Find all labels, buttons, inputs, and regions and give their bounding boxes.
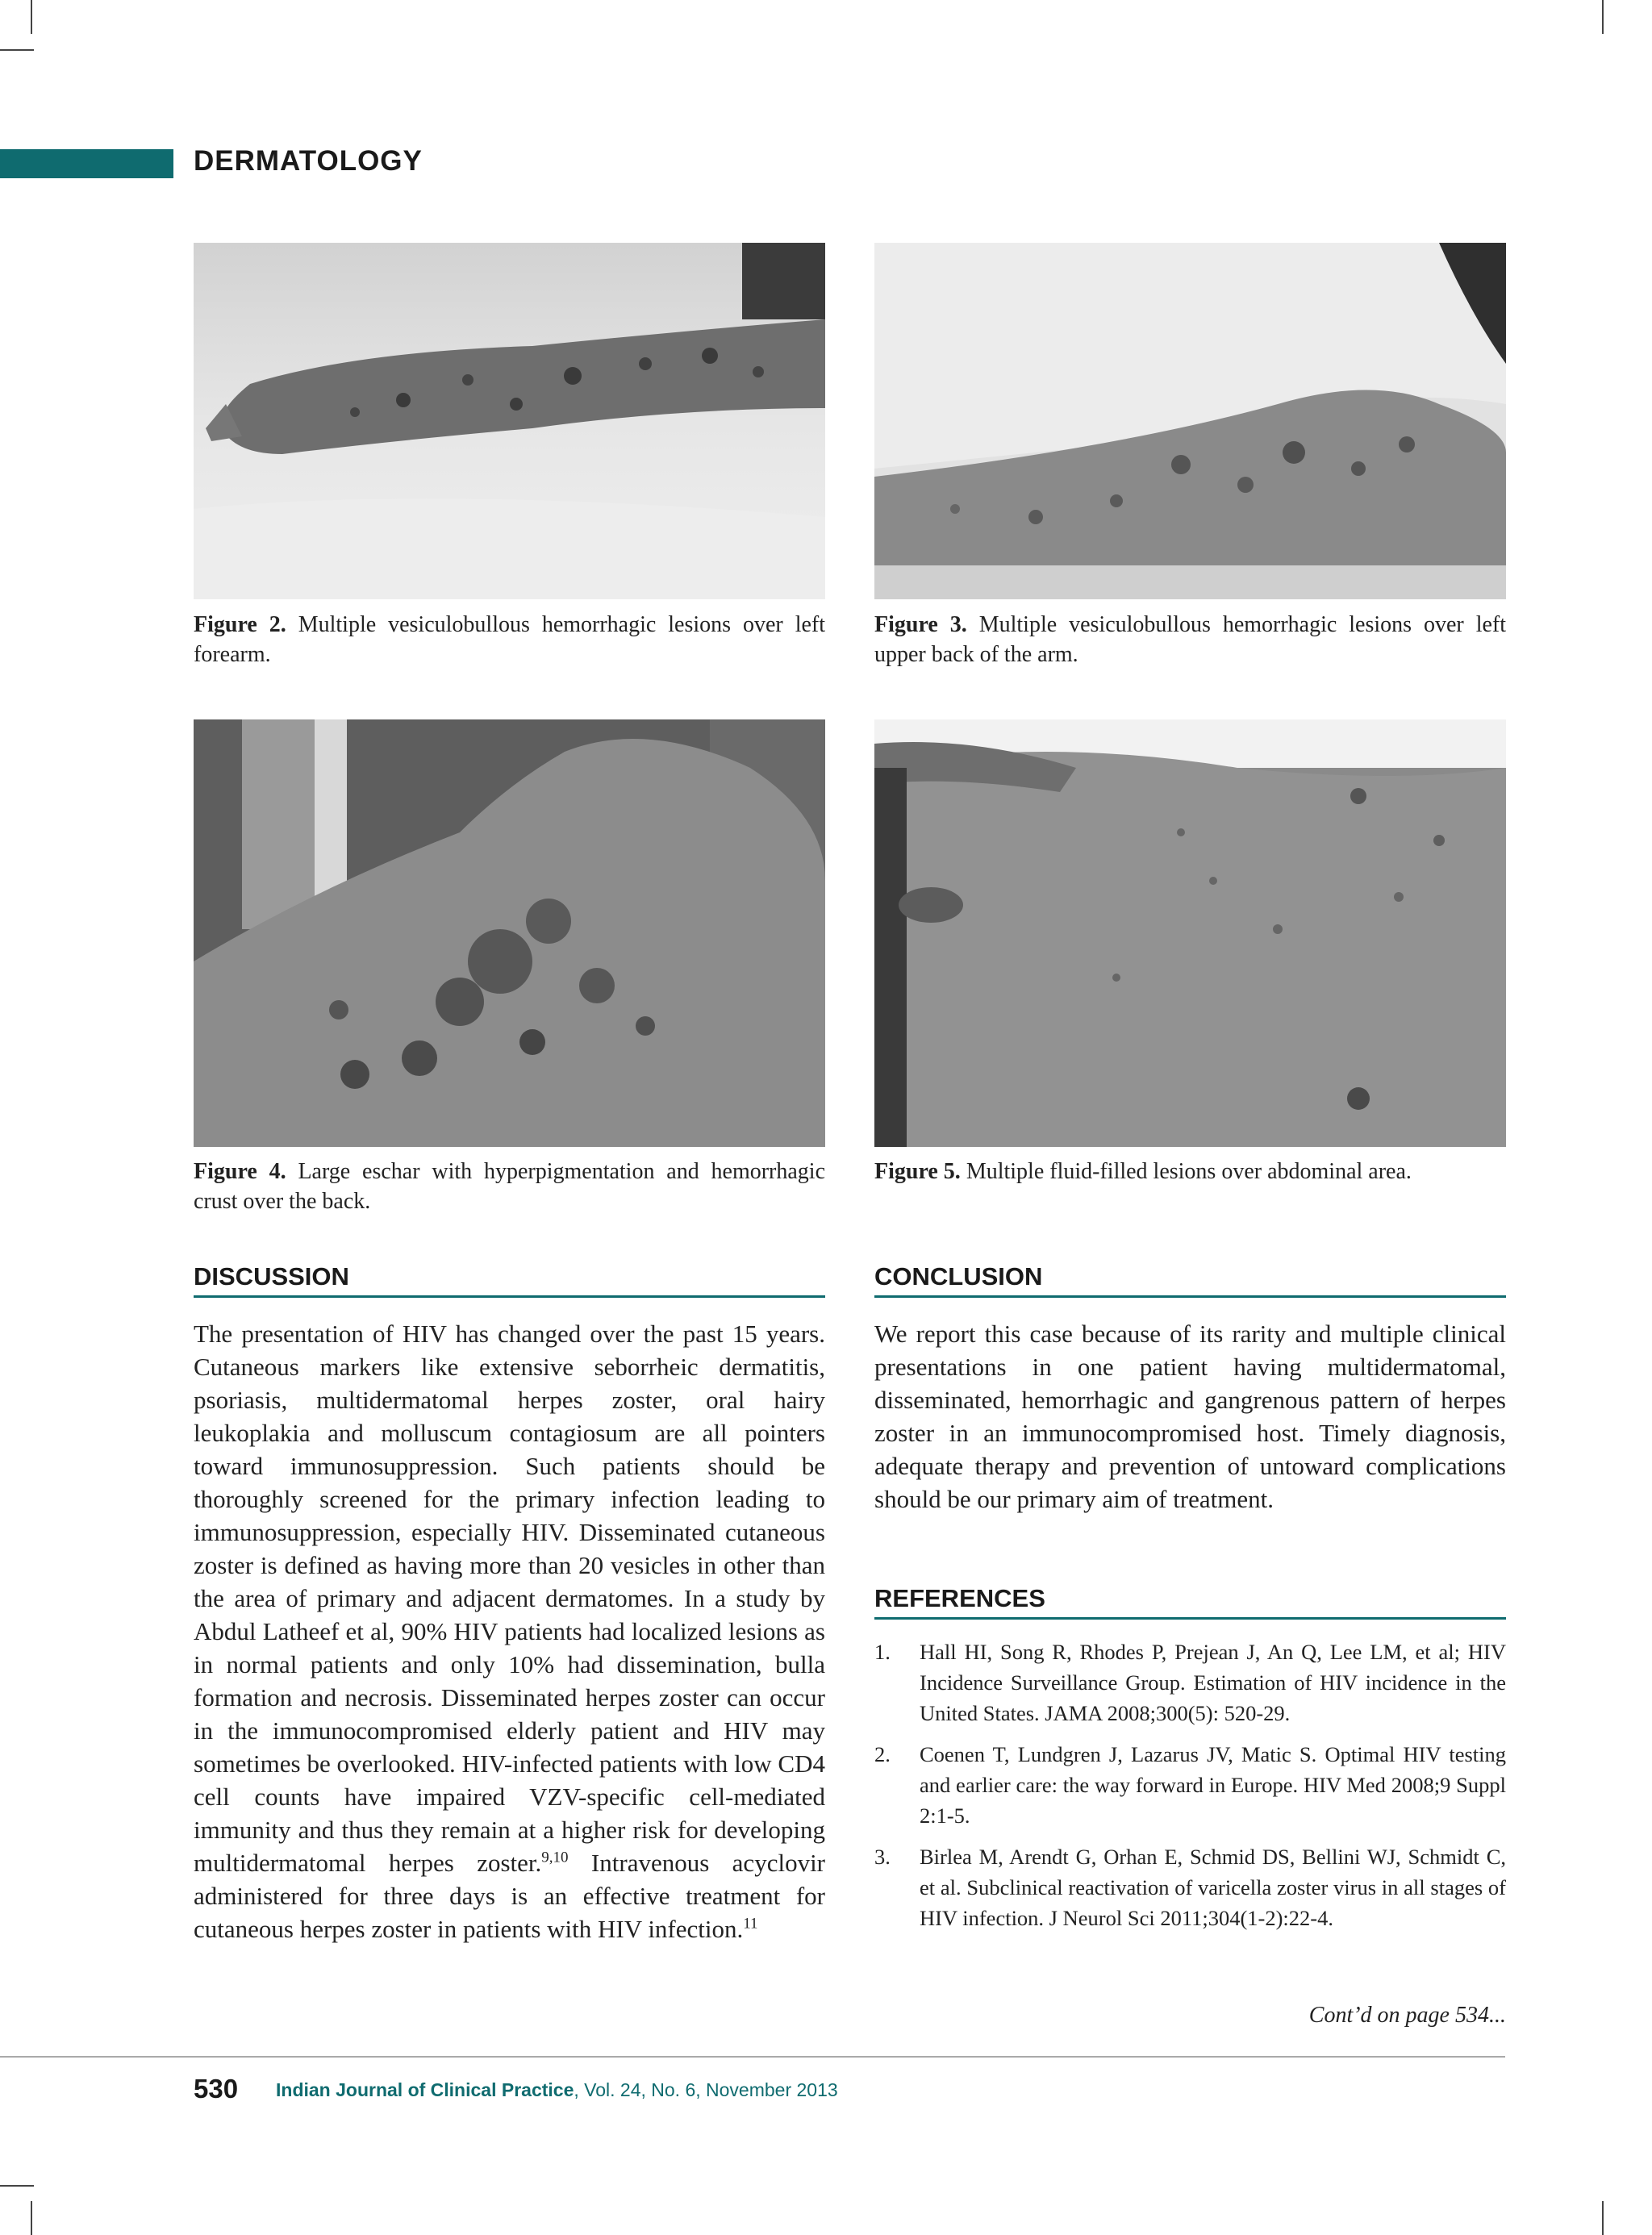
crop-mark	[1602, 0, 1604, 34]
reference-text: Birlea M, Arendt G, Orhan E, Schmid DS, Bellini WJ, Schmidt C, et al. Subclinical reactivation of varicella zoster virus in all stages of HIV infection. J Neurol Sci 2011;304(1-2):22-4.	[920, 1845, 1506, 1930]
reference-number: 3.	[874, 1845, 891, 1869]
crop-mark	[0, 2185, 34, 2187]
figure-3-caption	[874, 610, 1506, 669]
journal-issue: , Vol. 24, No. 6, November 2013	[574, 2079, 838, 2100]
citation-9-10: 9,10	[541, 1849, 569, 1866]
discussion-rule	[194, 1295, 825, 1298]
crop-mark	[31, 0, 32, 34]
reference-item	[874, 1637, 1506, 1728]
references-rule	[874, 1617, 1506, 1620]
figure-5-caption	[874, 1157, 1506, 1186]
journal-citation	[276, 2079, 838, 2101]
discussion-text	[194, 1317, 825, 1945]
reference-number: 2.	[874, 1742, 891, 1766]
reference-text: Hall HI, Song R, Rhodes P, Prejean J, An Q, Lee LM, et al; HIV Incidence Surveillance Group. Estimation of HIV incidence in the United States. JAMA 2008;300(5): 520-29.	[920, 1640, 1506, 1725]
figure-2-label: Figure 2.	[194, 612, 286, 637]
discussion-body-2: Intravenous acyclovir administered for three days is an effective treatment for cutaneous herpes zoster in patients with HIV infection.	[194, 1849, 826, 1943]
crop-mark	[31, 2201, 32, 2235]
crop-mark	[0, 49, 34, 51]
figure-4-text: Large eschar with hyperpigmentation and hemorrhagic crust over the back.	[194, 1159, 826, 1214]
crop-mark	[1602, 2201, 1604, 2235]
discussion-heading: DISCUSSION	[194, 1262, 349, 1291]
figure-2-image	[194, 243, 825, 599]
section-color-bar	[0, 149, 173, 178]
figure-3-text: Multiple vesiculobullous hemorrhagic lesions over left upper back of the arm.	[874, 612, 1507, 667]
figure-5-image	[874, 719, 1506, 1147]
references-heading: REFERENCES	[874, 1584, 1045, 1612]
section-label: DERMATOLOGY	[194, 145, 423, 177]
journal-name: Indian Journal of Clinical Practice	[276, 2079, 574, 2100]
reference-item	[874, 1841, 1506, 1933]
figure-4-image	[194, 719, 825, 1147]
reference-text: Coenen T, Lundgren J, Lazarus JV, Matic S. Optimal HIV testing and earlier care: the way forward in Europe. HIV Med 2008;9 Suppl 2:1-5.	[920, 1742, 1506, 1828]
reference-number: 1.	[874, 1640, 891, 1664]
reference-item	[874, 1739, 1506, 1831]
footer-rule	[0, 2056, 1505, 2058]
figure-4-caption	[194, 1157, 825, 1216]
page-number: 530	[194, 2074, 239, 2104]
figure-3-image	[874, 243, 1506, 599]
figure-2-text: Multiple vesiculobullous hemorrhagic lesions over left forearm.	[194, 612, 826, 667]
figure-3-label: Figure 3.	[874, 612, 967, 637]
references-list	[874, 1637, 1506, 1944]
conclusion-text: We report this case because of its rarity and multiple clinical presentations in one patient having multidermatomal, disseminated, hemorrhagic and gangrenous pattern of herpes zoster in an immunocompromised host. Timely diagnosis, adequate therapy and prevention of untoward complications should be our primary aim of treatment.	[874, 1320, 1506, 1513]
discussion-body: The presentation of HIV has changed over the past 15 years. Cutaneous markers like extensive seborrheic dermatitis, psoriasis, multidermatomal herpes zoster, oral hairy leukoplakia and molluscum contagiosum are all pointers toward immunosuppression. Such patients should be thoroughly screened for the primary infection leading to immunosuppression, especially HIV. Disseminated cutaneous zoster is defined as having more than 20 vesicles in other than the area of primary and adjacent dermatomes. In a study by Abdul Latheef et al, 90% HIV patients had localized lesions as in normal patients and only 10% had dissemination, bulla formation and necrosis. Disseminated herpes zoster can occur in the immunocompromised elderly patient and HIV may sometimes be overlooked. HIV-infected patients with low CD4 cell counts have impaired VZV-specific cell-mediated immunity and thus they remain at a higher risk for developing multidermatomal herpes zoster.	[194, 1320, 825, 1877]
figure-5-label: Figure 5.	[874, 1159, 961, 1184]
continued-note: Cont’d on page 534...	[1308, 2003, 1506, 2028]
figure-4-label: Figure 4.	[194, 1159, 286, 1184]
conclusion-heading: CONCLUSION	[874, 1262, 1043, 1291]
citation-11: 11	[743, 1915, 758, 1933]
conclusion-rule	[874, 1295, 1506, 1298]
figure-5-text: Multiple fluid-filled lesions over abdominal area.	[966, 1159, 1412, 1184]
figure-2-caption	[194, 610, 825, 669]
